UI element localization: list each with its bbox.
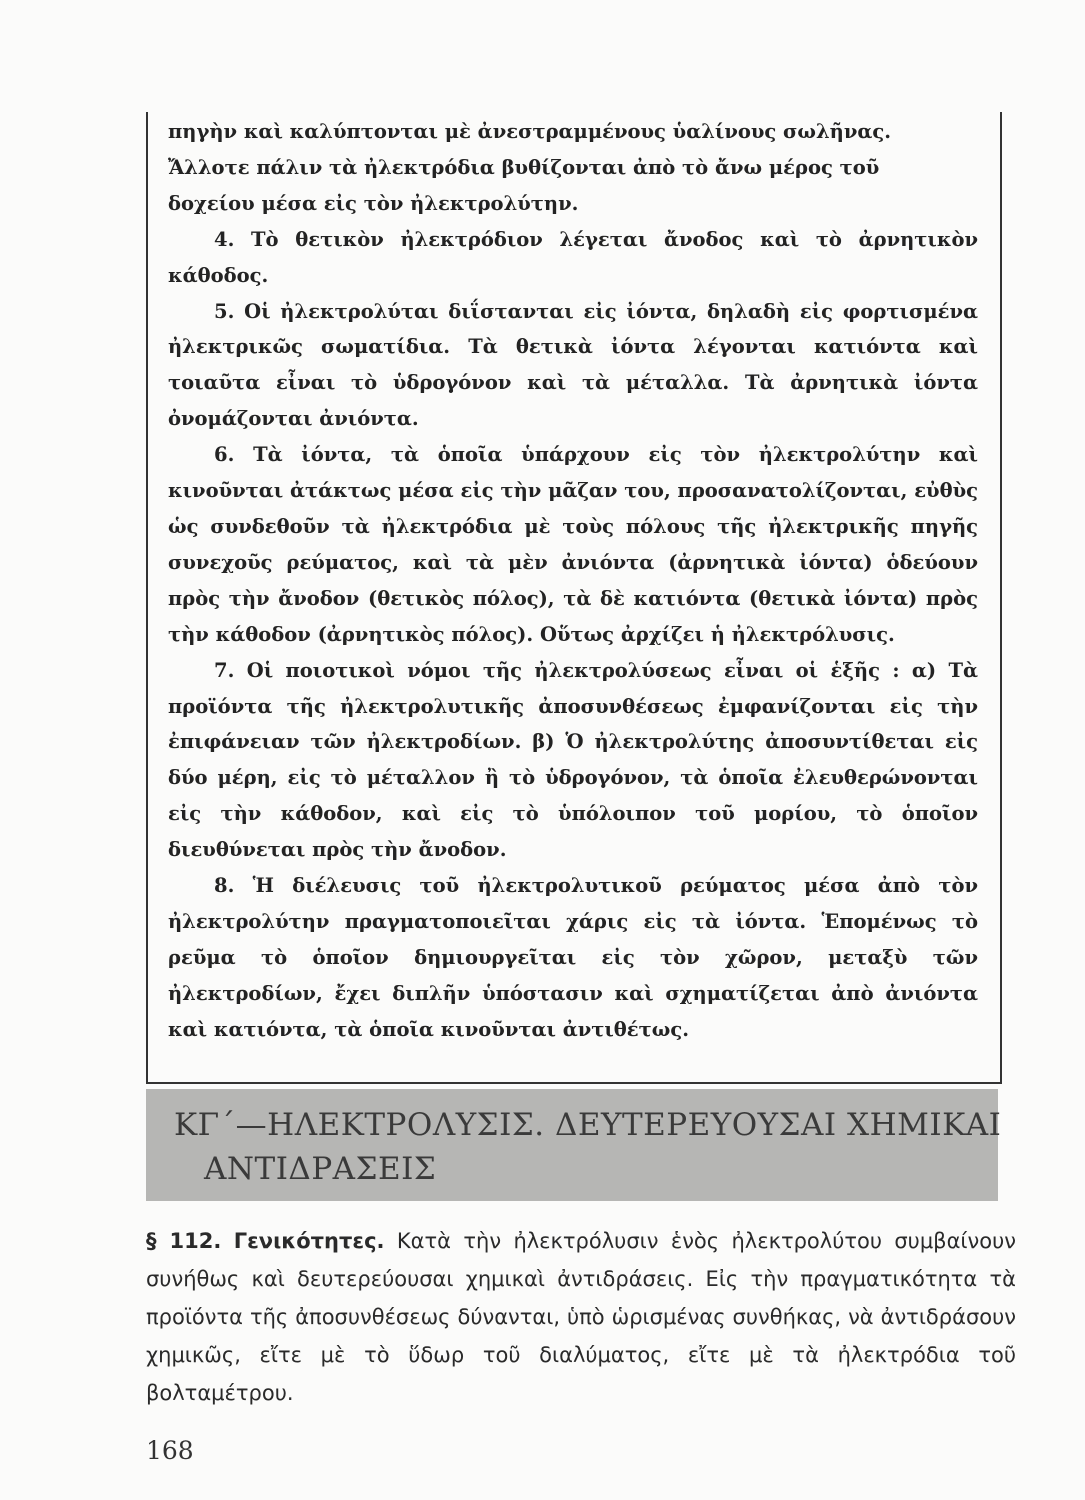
summary-line-3: δοχείου μέσα εἰς τὸν ἠλεκτρολύτην. <box>168 191 579 215</box>
section-number: § 112. <box>146 1229 222 1253</box>
chapter-heading-line-2: ΑΝΤΙΔΡΑΣΕΙΣ <box>204 1151 437 1187</box>
summary-item-8: 8. Ἡ διέλευσις τοῦ ἠλεκτρολυτικοῦ ρεύματος μέσα ἀπὸ τὸν ἠλεκτρολύτην πραγματοποιεῖται χάρις εἰς τὰ ἰόντα. Ἑπομένως τὸ ρεῦμα τὸ ὁποῖον δημιουργεῖται εἰς τὸν χῶρον, μεταξὺ τῶν ἠλεκτροδίων, ἔχει διπλῆν ὑπόστασιν καὶ σχηματίζεται ἀπὸ ἀνιόντα καὶ κατιόντα, τὰ ὁποῖα κινοῦνται ἀντιθέτως. <box>168 874 978 1041</box>
summary-item-6: 6. Τὰ ἰόντα, τὰ ὁποῖα ὑπάρχουν εἰς τὸν ἠλεκτρολύτην καὶ κινοῦνται ἀτάκτως μέσα εἰς τὴν μᾶζαν του, προσανατολίζονται, εὐθὺς ὡς συνδεθοῦν τὰ ἠλεκτρόδια μὲ τοὺς πόλους τῆς ἠλεκτρικῆς πηγῆς συνεχοῦς ρεύματος, καὶ τὰ μὲν ἀνιόντα (ἀρνητικὰ ἰόντα) ὁδεύουν πρὸς τὴν ἄνοδον (θετικὸς πόλος), τὰ δὲ κατιόντα (θετικὰ ἰόντα) πρὸς τὴν κάθοδον (ἀρνητικὸς πόλος). Οὕτως ἀρχίζει ἡ ἠλεκτρόλυσις. <box>168 443 978 646</box>
chapter-heading-line-1: ΚΓ΄—ΗΛΕΚΤΡΟΛΥΣΙΣ. ΔΕΥΤΕΡΕΥΟΥΣΑΙ ΧΗΜΙΚΑΙ <box>174 1107 1002 1143</box>
section-title: Γενικότητες. <box>233 1229 385 1253</box>
section-text: Κατὰ τὴν ἠλεκτρόλυσιν ἑνὸς ἠλεκτρολύτου συμβαίνουν συνήθως καὶ δευτερεύουσαι χημικαὶ ἀντιδράσεις. Εἰς τὴν πραγματικότητα τὰ προϊόντα τῆς ἀποσυνθέσεως δύνανται, ὑπὸ ὡρισμένας συνθήκας, νὰ ἀντιδράσουν χημικῶς, εἴτε μὲ τὸ ὕδωρ τοῦ διαλύματος, εἴτε μὲ τὰ ἠλεκτρόδια τοῦ βολταμέτρου. <box>146 1229 1016 1405</box>
chapter-heading <box>146 1089 1002 1201</box>
summary-item-7: 7. Οἱ ποιοτικοὶ νόμοι τῆς ἠλεκτρολύσεως εἶναι οἱ ἑξῆς : α) Τὰ προϊόντα τῆς ἠλεκτρολυτικῆς ἀποσυνθέσεως ἐμφανίζονται εἰς τὴν ἐπιφάνειαν τῶν ἠλεκτροδίων. β) Ὁ ἠλεκτρολύτης ἀποσυντίθεται εἰς δύο μέρη, εἰς τὸ μέταλλον ἢ τὸ ὑδρογόνον, τὰ ὁποῖα ἐλευθερώνονται εἰς τὴν κάθοδον, καὶ εἰς τὸ ὑπόλοιπον τοῦ μορίου, τὸ ὁποῖον διευθύνεται πρὸς τὴν ἄνοδον. <box>168 658 978 862</box>
summary-item-5: 5. Οἱ ἠλεκτρολύται διΐστανται εἰς ἰόντα, δηλαδὴ εἰς φορτισμένα ἠλεκτρικῶς σωματίδια. Τὰ θετικὰ ἰόντα λέγονται κατιόντα καὶ τοιαῦτα εἶναι τὸ ὑδρογόνον καὶ τὰ μέταλλα. Τὰ ἀρνητικὰ ἰόντα ὀνομάζονται ἀνιόντα. <box>168 299 978 431</box>
summary-item-4: 4. Τὸ θετικὸν ἠλεκτρόδιον λέγεται ἄνοδος καὶ τὸ ἀρνητικὸν κάθοδος. <box>168 227 978 287</box>
summary-text <box>168 114 978 1048</box>
summary-line-1: πηγὴν καὶ καλύπτονται μὲ ἀνεστραμμένους ὑαλίνους σωλῆνας. <box>168 120 892 143</box>
page-number: 168 <box>146 1436 194 1465</box>
summary-line-2: Ἄλλοτε πάλιν τὰ ἠλεκτρόδια βυθίζονται ἀπὸ τὸ ἄνω μέρος τοῦ <box>168 155 880 179</box>
section-paragraph <box>146 1222 1016 1412</box>
